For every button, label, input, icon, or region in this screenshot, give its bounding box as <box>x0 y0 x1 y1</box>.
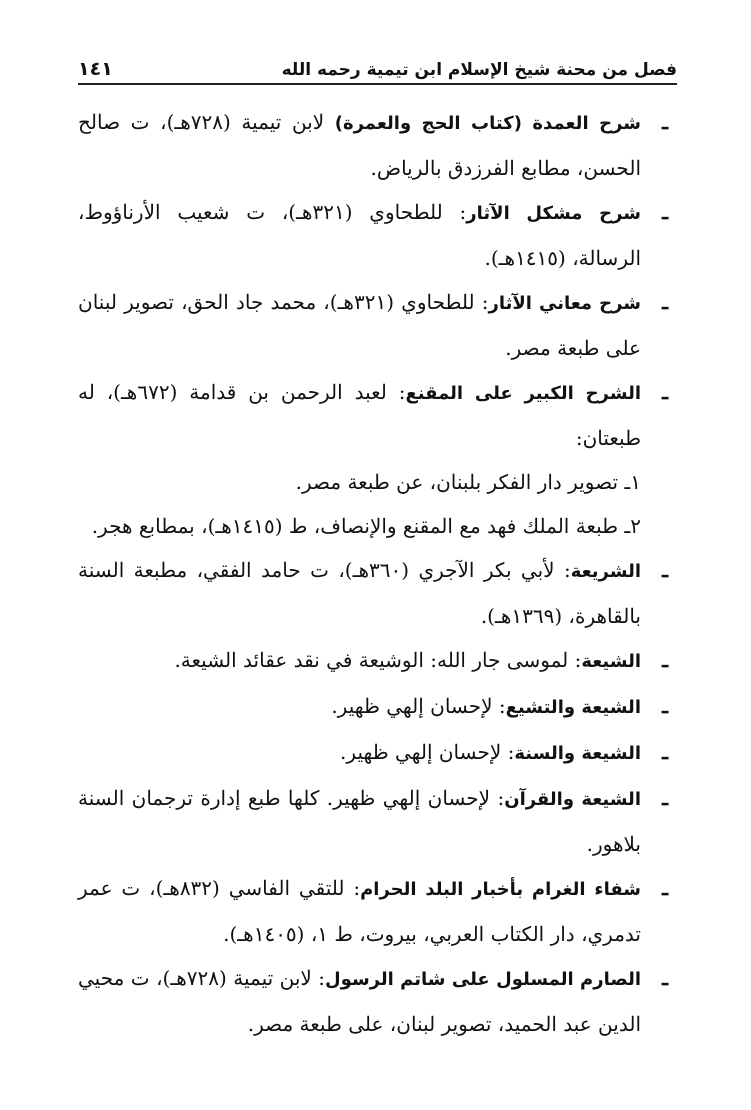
bibliography-entry <box>78 190 677 280</box>
entry-details: : لإحسان إلهي ظهير. كلها طبع إدارة ترجمان السنة بلاهور. <box>78 786 641 856</box>
entry-bullet: ـ <box>662 648 668 672</box>
entry-details: : للتقي الفاسي (٨٣٢هـ)، ت عمر تدمري، دار الكتاب العربي، بيروت، ط ١، (١٤٠٥هـ). <box>78 876 641 946</box>
entry-details: لابن تيمية (٧٢٨هـ)، ت صالح الحسن، مطابع الفرزدق بالرياض. <box>78 110 641 180</box>
running-header-title: فصل من محنة شيخ الإسلام ابن تيمية رحمه الله <box>281 60 677 81</box>
bibliography-entry <box>78 956 677 1046</box>
bibliography-entry <box>78 866 677 956</box>
entry-bullet: ـ <box>662 380 668 404</box>
entry-title: الشيعة <box>581 651 641 672</box>
bibliography-entry <box>78 730 677 776</box>
entry-bullet: ـ <box>662 740 668 764</box>
entry-title: الشيعة والسنة <box>514 743 641 764</box>
entry-title: شفاء الغرام بأخبار البلد الحرام <box>360 879 641 900</box>
entry-title: الشريعة <box>570 561 641 582</box>
edition-text: تصوير دار الفكر بلبنان، عن طبعة مصر. <box>295 470 625 494</box>
entry-bullet: ـ <box>662 694 668 718</box>
entry-title: الصارم المسلول على شاتم الرسول <box>325 969 641 990</box>
header-divider <box>78 83 677 85</box>
entry-bullet: ـ <box>662 786 668 810</box>
entry-title: شرح العمدة (كتاب الحج والعمرة) <box>334 113 641 134</box>
bibliography-list <box>78 100 677 1046</box>
entry-details: : لابن تيمية (٧٢٨هـ)، ت محيي الدين عبد الحميد، تصوير لبنان، على طبعة مصر. <box>78 966 641 1036</box>
bibliography-entry <box>78 280 677 370</box>
entry-title: الشرح الكبير على المقنع <box>405 383 641 404</box>
entry-bullet: ـ <box>662 110 668 134</box>
entry-bullet: ـ <box>662 290 668 314</box>
entry-details: : لعبد الرحمن بن قدامة (٦٧٢هـ)، له طبعتان: <box>78 380 641 450</box>
entry-details: : لموسى جار الله: الوشيعة في نقد عقائد الشيعة. <box>174 648 582 672</box>
entry-title: شرح مشكل الآثار <box>466 203 641 224</box>
entry-details: : للطحاوي (٣٢١هـ)، ت شعيب الأرناؤوط، الرسالة، (١٤١٥هـ). <box>78 200 641 270</box>
page-header <box>78 40 677 80</box>
bibliography-entry <box>78 684 677 730</box>
entry-bullet: ـ <box>662 558 668 582</box>
bibliography-entry <box>78 100 677 190</box>
edition-text: طبعة الملك فهد مع المقنع والإنصاف، ط (١٤١٥هـ)، بمطابع هجر. <box>91 514 625 538</box>
entry-details: : للطحاوي (٣٢١هـ)، محمد جاد الحق، تصوير لبنان على طبعة مصر. <box>78 290 641 360</box>
edition-item <box>78 460 677 504</box>
bibliography-entry <box>78 638 677 684</box>
entry-details: : لإحسان إلهي ظهير. <box>331 694 506 718</box>
entry-title: الشيعة والتشيع <box>505 697 641 718</box>
entry-bullet: ـ <box>662 876 668 900</box>
entry-details: : لإحسان إلهي ظهير. <box>340 740 515 764</box>
bibliography-entry <box>78 370 677 460</box>
bibliography-entry <box>78 548 677 638</box>
edition-number: ٢ـ <box>624 514 641 538</box>
bibliography-entry <box>78 776 677 866</box>
edition-number: ١ـ <box>624 470 641 494</box>
entry-bullet: ـ <box>662 966 668 990</box>
entry-details: : لأبي بكر الآجري (٣٦٠هـ)، ت حامد الفقي، مطبعة السنة بالقاهرة، (١٣٦٩هـ). <box>78 558 641 628</box>
page-number: ١٤١ <box>78 58 113 81</box>
entry-title: شرح معاني الآثار <box>488 293 642 314</box>
entry-title: الشيعة والقرآن <box>504 789 641 810</box>
entry-bullet: ـ <box>662 200 668 224</box>
edition-item <box>78 504 677 548</box>
